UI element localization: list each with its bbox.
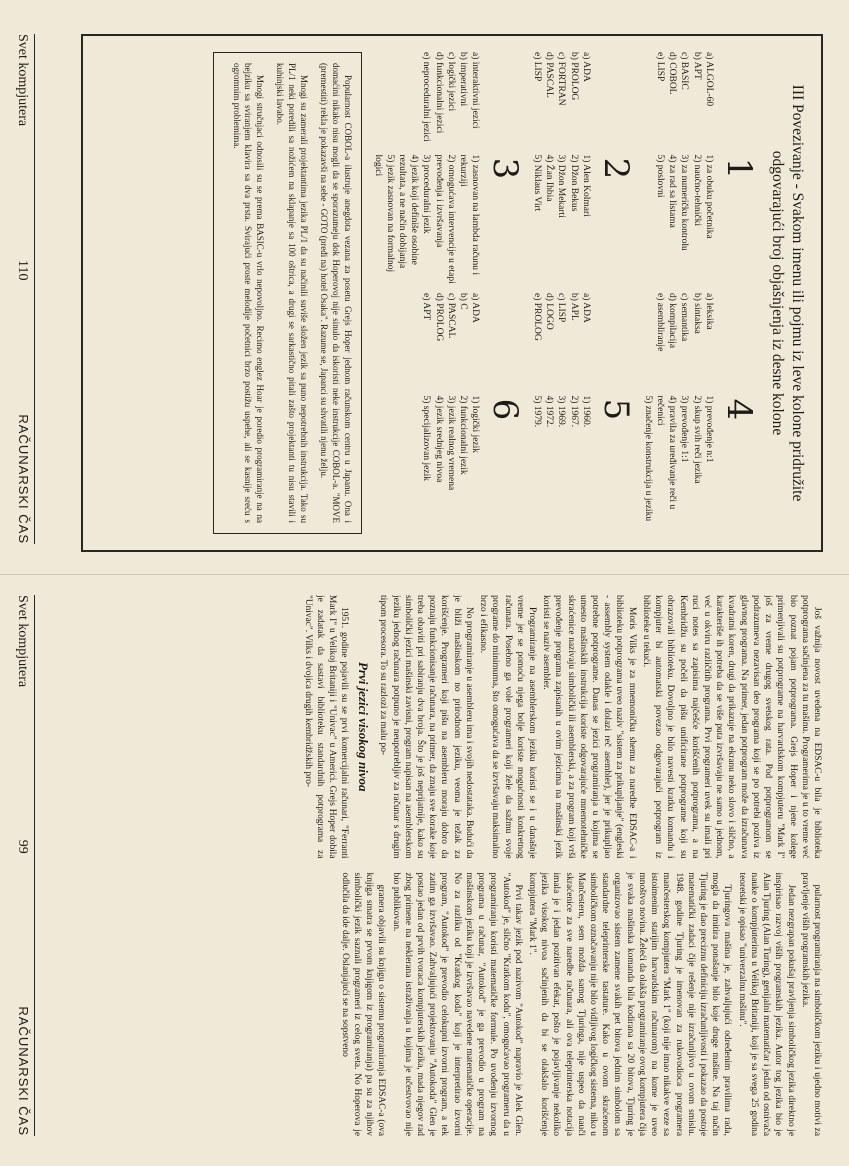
term-item: a) ADA — [580, 293, 591, 323]
definition-item: 5) jezik zasnovan na formalnoj logici — [372, 154, 395, 273]
paragraph: Moris Vilks je za mnemoničku shemu za naredbe EDSAC-a i biblioteku potprograma uveo naziv "sistem za prikupljanje" (engleski - assembly system odakle i dolazi reč asembler), jer je prikupljao potrebne potprograme. Danas se jezici programiranja u kojima se umesto mašinskih instrukcija koriste odgovarajuće mnemotehničke skraćenice nazivaju simbolički ili asemblerski, a za program koji vrši prevođenje programa zapisanih u ovim jezicima na mašinski jezik koristi se naziv asembler. — [541, 595, 637, 859]
term-item: b) C — [457, 293, 468, 310]
paragraph: Još važnija novost uvedena na EDSAC-u bila je biblioteka potprograma sačinjena za tu mašinu. Programerima je u to vreme već bio poznat pojam potprograma. Grejs Hoper i njene kolege primenjivali su potprograme na harvardskom kompjuteru "Mark I" još za vreme drugog svetskog rata. Pod potprogramom se podrazumeva nezavisan deo programa koji se po potrebi poziva iz glavnog programa. Na primer, jedan potprogram može da izračunava kvadratni koren, drugi da prikazuje na ekranu neko slovo i slično, a karakteriše ih potreba da se više puta izvršavaju ne samo u jednom, već u okviru različitih programa. Prvi programeri uvek su imali pri ruci notes sa zapisima najčešće korišćenih potprograma, a na Kembridžu su počeli da pišu unificirane potprograme koji su obrazovali biblioteku. Dovoljno je bilo navesti kratku komandu i kompjuter bi automatski povezao odgovarajući potprogram iz biblioteke u tekući. — [640, 595, 822, 859]
definition-item: 5) specijalizovan jezik — [421, 395, 432, 481]
paragraph: Jedan nezgrapan pokušaj pravljenja simboličkog jezika direktno je inspirisao razvoj viših programskih jezika. Autor tog jezika bio je Alan Tjuring (Alan Turing), genijalni matematičar i jedan od osnivača nauke o kompjuterima u Velikoj Britaniji, koji je sa svega 25 godina teoretski je opisao "univerzalnu mašinu". — [736, 872, 796, 1136]
term-item: d) PROLOG — [433, 293, 444, 342]
group-number: 6 — [485, 398, 525, 421]
group-number: 5 — [595, 398, 636, 421]
term-item: a) leksika — [703, 293, 714, 330]
terms-column — [654, 52, 715, 155]
term-item: c) semantika — [679, 293, 690, 342]
matching-group — [372, 52, 527, 293]
article-columns — [81, 595, 823, 1136]
term-item: d) kompilacija — [667, 293, 678, 349]
article-column-2 — [81, 873, 823, 1137]
exercise-title — [767, 52, 807, 534]
term-item: b) PROLOG — [568, 52, 579, 101]
definition-item: 5) značenje konstrukcija u jeziku — [642, 395, 653, 522]
definition-item: 4) jezik srednjeg nivoa — [433, 395, 444, 483]
term-item: a) ADA — [470, 293, 480, 323]
group-number: 4 — [718, 398, 759, 421]
term-item: e) PROLOG — [532, 293, 543, 341]
anecdote-basic: Mnogi stručnjaci odnosili su se prema BASIC-u vrlo nepovoljno. Recimo englez Hoar je poredio programiranje na na bejziku sa sviranjem klavira sa dva prsta. Svirajući proste melodije početnici brzo postižu uspehe, ali se kasnije sreću s ogromnim problemima. — [231, 63, 266, 523]
term-item: e) LISP — [655, 52, 666, 82]
article-column-1 — [81, 595, 823, 859]
definition-item: 3) proceduralni jezik — [421, 154, 432, 234]
term-item: d) LOGO — [544, 293, 555, 330]
definition-item: 5) 1979. — [532, 395, 543, 428]
term-item: c) LISP — [556, 293, 567, 323]
term-item: c) logički jezici — [445, 52, 456, 112]
term-item: a) ALGOL-60 — [703, 52, 714, 107]
definition-item: 3) jezik realnog vremena — [445, 395, 456, 491]
matching-group — [372, 293, 527, 534]
definition-item: 3) za numeričku kontrolu — [679, 154, 690, 251]
definition-item: 4) Žan Ihbia — [544, 154, 555, 202]
definition-item: 4) jezik koji definiše osobine rezultata, a ne način dobijanja — [397, 154, 420, 269]
definitions-column — [372, 155, 481, 285]
terms-column — [642, 293, 715, 396]
definition-item: 3) Džon Mekarti — [556, 154, 567, 218]
paragraph: 1951. godine pojavili su se prvi komercijalni računari, "Ferranti Mark I" u Velikoj Britaniji i "Univac" u Americi. Grejs Hoper dobila je zadatak da sastavi biblioteku standardnih potprograma za "Univac". Vilks i dvojica drugih kembridžskih pro- — [302, 595, 350, 859]
definition-item: 1) 1960. — [580, 395, 591, 428]
definition-item: 2) funkcionalni jezik — [457, 395, 468, 475]
definitions-column — [642, 396, 715, 526]
term-item: c) PASCAL — [445, 293, 456, 339]
term-item: d) funkcionalni jezici — [433, 52, 444, 134]
term-item: b) imperativni — [457, 52, 468, 107]
group-number: 1 — [718, 157, 759, 180]
anecdotes-box — [213, 52, 362, 534]
definition-item: 2) omogućava intervencije u etapi prevođenja i izvršavanja — [433, 154, 456, 284]
definition-item: 3) prevođenje 1:1 — [679, 395, 690, 463]
definitions-column — [531, 396, 592, 526]
definition-item: 1) prevođenje n:1 — [703, 395, 714, 463]
term-item: a) interaktivni jezici — [470, 52, 480, 129]
terms-column — [372, 52, 481, 155]
terms-column — [531, 52, 592, 155]
definition-item: 1) logički jezik — [470, 395, 480, 454]
term-item: e) LISP — [532, 52, 543, 82]
paragraph: Prvi takav jezik pod nazivom "Autokod" napravio je Alek Glen. "Autokod" je, slično "Kratkom kodu", omogućavao programeru da u programiranju koristi matematičke formule. Po uvođenju izvornog programa u računar, "Autokod" je ga prevodio u program na mašinskom jeziku koji je izvršavao navedene matematičke operacije. No za razliku od "Kratkog koda" koji je interpretirao izvorni program, "Autokod" je prevodio celokupni izvorni program, a tek zatim ga izvršavao. Zahvaljujući projektovanju "Autokoda" Glen je postao jedan od prvih tvoraca kompjuterskih jezika, mada njegov rad zbog primene na neklerana istraživanja u kojima je učestvovao nije bio publikovan. — [390, 872, 523, 1136]
definition-item: 5) poslovni — [655, 154, 666, 198]
definition-item: 2) 1967. — [568, 395, 579, 428]
matching-group — [531, 52, 638, 293]
term-item: e) APT — [421, 293, 432, 321]
exercise-title-line1: III Povezivanje - Svakom imenu ili pojmu iz leve kolone pridružite — [789, 84, 806, 502]
group-number: 2 — [595, 157, 636, 180]
footer-magazine-name: Svet kompjutera — [15, 595, 30, 688]
matching-group — [642, 293, 761, 534]
definition-item: 1) Alen Kolmari — [580, 154, 591, 217]
term-item: d) COBOL — [667, 52, 678, 95]
definition-item: 2) skup svih reči jezika — [691, 395, 702, 484]
paragraph: Programiranje na asemblerskom jeziku koristi se i u današnje vreme jer se pomoću njega bolje koriste mogućnosti konkretnog računara. Posebno ga vole programeri koji žele da sažmu svoje programe do minimuma, što omogućava da se izvršavaju maksimalno brzo i efikasno. — [478, 595, 537, 859]
term-item: b) sintaksa — [691, 293, 702, 334]
term-item: c) BASIC — [679, 52, 690, 90]
exercise-title-line2: odgovarajući broj objašnjenja iz desne kolone — [768, 150, 786, 436]
definitions-column — [420, 396, 481, 526]
definition-item: 4) pravila za uređivanje reči u rečenici — [655, 395, 678, 510]
left-page — [0, 0, 849, 574]
paragraph: pularnost programiranja na simboličkom jeziku i ujedno motivi za pravljenje viših programskih jezika. — [799, 872, 822, 1136]
term-item: b) APT — [691, 52, 702, 80]
footer-page-number: 110 — [15, 260, 30, 281]
paragraph: No programiranje u asembleru ima i svojih nedostataka. Budući da je bliži mašinskom no prirodnom jeziku, veoma je težak za korišćenje. Programeri koji pišu na asembleru moraju dobro da poznaju funkcionisanje računara, na primer, da znaju sve korake koje treba obaviti pri sabiranju dva broja. Što je još neprijatnije, kako su simbolički jezici mašinski zavisni, program napisan na asemblerskom jeziku jednog računara potpuno je neupotrebljiv za računar s drugim tipom procesora. To su razlozi za malu po- — [378, 595, 474, 859]
footer-magazine-name: Svet kompjutera — [15, 34, 30, 127]
definition-item: 4) 1972. — [544, 395, 555, 428]
definition-item: 1) zasnovan na lambda računu i rekurziji — [457, 154, 480, 276]
right-page — [0, 574, 849, 1166]
term-item: a) ADA — [580, 52, 591, 82]
section-heading: Prvi jezici visokog nivoa — [356, 661, 372, 792]
footer-section-name: RAČUNARSKI ČAS — [16, 414, 31, 544]
group-number: 3 — [485, 157, 525, 180]
terms-column — [531, 293, 592, 396]
term-item: e) asembliranje — [655, 293, 666, 352]
definition-item: 3) 1969. — [556, 395, 567, 428]
definitions-column — [654, 155, 715, 285]
paragraph: Tjuringova mašina je, zahvaljujući određenim pravilima rada, mogla da imitira ponašanje bilo koje druge mašine. Na taj način Tjuring je dao preciznu definiciju izračunljivosti i pokazao da postoje matematički zadaci čije rešenje nije izračunljivo u ovom smislu. 1948. godine Tjuring je imenovan za rukovodioca programera mančesterskog kompjutera "Mark 1" (koji nije imao nikakve veze sa istoimenim starijim harvardskim računarom) na kome je uveo mnoštvo novina. Želeći da olakša programiranje ovog kompjutera čija je svaka mašinska komanda bila kodirana sa 20 bitova, Tjuring je organizovao sistem zamene svakih pet bitova jednim simbolom sa standardne teleprinterske tastature. Kako u ovom skraćenom simboličkom označavanju nije bilo vidljivog logičkog sistema, niko u Mančesteru, sem možda samog Tjuringa, nije uspeo da nauči skraćenice za sve naredbe računara, ali ova teleprinterska notacija imala je i jedan pozitivan efekat, pošto je pojavljivanje nekoliko jezika visokog nivoa sačinjenih da bi se olakšalo korišćenje kompjutera "Mark 1". — [526, 872, 733, 1136]
matching-group — [642, 52, 761, 293]
matching-groups — [368, 52, 761, 534]
terms-column — [420, 293, 481, 396]
anecdote-cobol: Popularnost COBOL-a ilustruje anegdota vezana za posetu Grejs Hoper jednom računskom centru u Japanu. Ona i domaćini nikako nisu mogli da se sporazumeju dok Hoperovoj nije sinulo da iskoristi neke instrukcije COBOL-a. "MOVE (premestiti) rekla je pokazavši na sebe - GOTO (pređi na) hotel Osaka". Razume se, Japanci su shvatili njenu želju. — [318, 63, 353, 523]
term-item: d) PASCAL — [544, 52, 555, 98]
term-item: e) neproceduralni jezici — [421, 52, 432, 142]
right-footer — [14, 595, 35, 1136]
footer-section-name: RAČUNARSKI ČAS — [16, 1006, 31, 1136]
anecdote-pl1: Mnogi su zamerali projektantima jezika PL/1 da su načinili suviše složen jezik sa puno nepotrebnih instrukcija. Tako su PL/1 neki poredili sa nožićem na sklapanje sa 100 oštrica, a drugi se sarkastično pitali zašto projektanti tu nisu stavili i kuhinjski lavabo. — [275, 63, 309, 523]
matching-group — [531, 293, 638, 534]
term-item: b) APL — [568, 293, 579, 321]
matching-exercise-frame — [81, 34, 823, 552]
definition-item: 5) Niklaus Virt — [532, 154, 543, 212]
left-footer — [14, 34, 35, 544]
paragraph: granera objavili su knjigu o sistemu programiranja EDSAC-a (ova knjiga smatra se prvom knjigom iz programiranja) pa su za njihov simbolički jezik saznali programeri iz celog sveta. No Hoperova je odlučila da ide dalje. Oslanjajući se na sopstveno — [339, 872, 387, 1136]
definition-item: 1) za obuku početnika — [703, 154, 714, 239]
definition-item: 4) za rad sa listama — [667, 154, 678, 228]
definition-item: 2) naučno-tehnički — [691, 154, 702, 227]
definitions-column — [531, 155, 592, 285]
term-item: c) FORTRAN — [556, 52, 567, 106]
footer-page-number: 99 — [15, 839, 30, 854]
definition-item: 2) Džon Bekus — [568, 154, 579, 212]
